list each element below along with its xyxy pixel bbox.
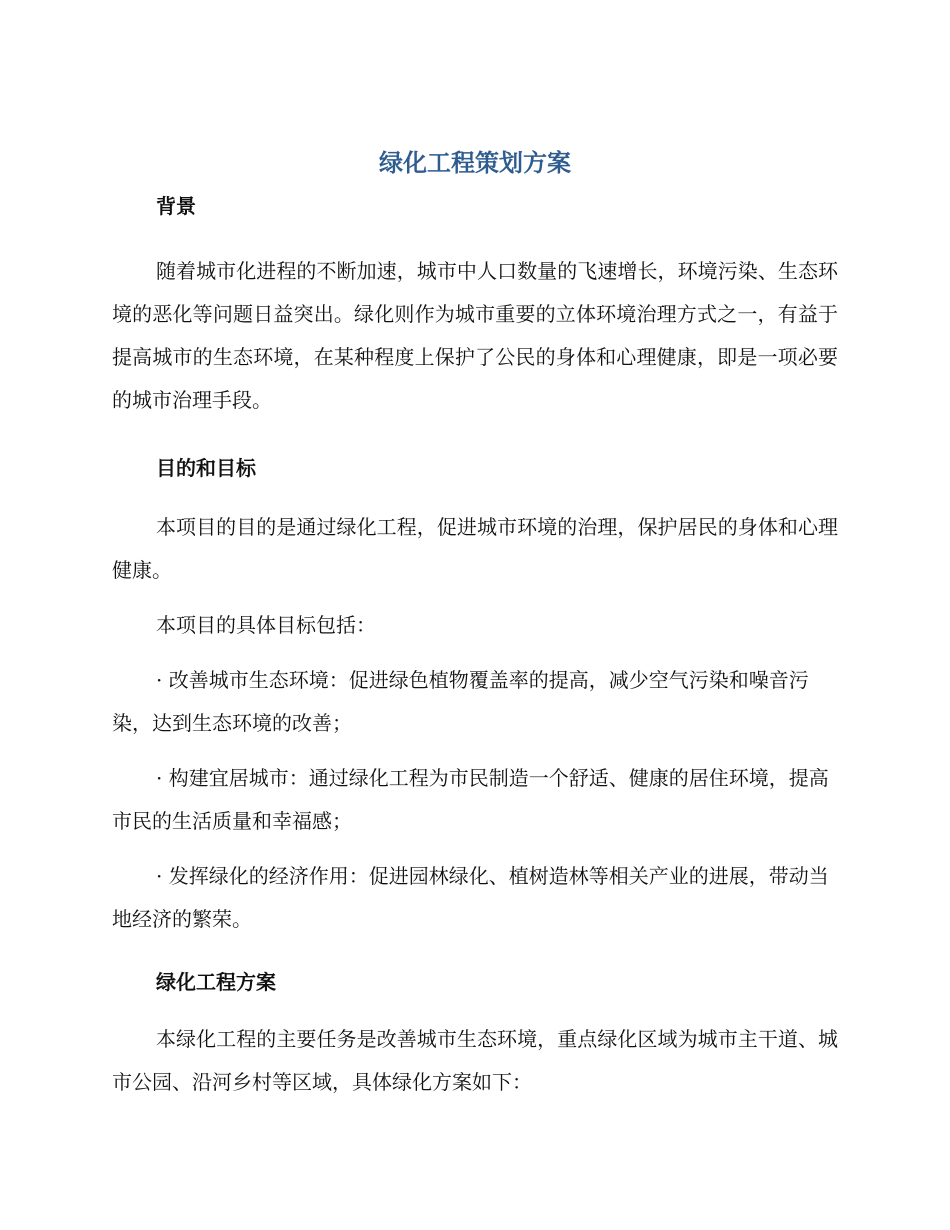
- goal-bullet-item: · 改善城市生态环境：促进绿色植物覆盖率的提高，减少空气污染和噪音污染，达到生态环境的改善；: [112, 668, 809, 735]
- goal-bullet-item: · 构建宜居城市：通过绿化工程为市民制造一个舒适、健康的居住环境，提高市民的生活质量和幸福感；: [112, 766, 829, 833]
- document-body: [112, 190, 838, 1104]
- section-heading-plan: 绿化工程方案: [156, 970, 276, 994]
- goals-purpose-paragraph: 本项目的目的是通过绿化工程，促进城市环境的治理，保护居民的身体和心理健康。: [112, 515, 838, 582]
- section-heading-goals: 目的和目标: [156, 456, 256, 480]
- plan-paragraph: 本绿化工程的主要任务是改善城市生态环境，重点绿化区域为城市主干道、城市公园、沿河乡村等区域，具体绿化方案如下：: [112, 1027, 838, 1094]
- section-heading-background: 背景: [156, 194, 196, 218]
- goal-bullet-item: · 发挥绿化的经济作用：促进园林绿化、植树造林等相关产业的进展，带动当地经济的繁荣。: [112, 864, 829, 931]
- background-paragraph: 随着城市化进程的不断加速，城市中人口数量的飞速增长，环境污染、生态环境的恶化等问题日益突出。绿化则作为城市重要的立体环境治理方式之一，有益于提高城市的生态环境，在某种程度上保护了公民的身体和心理健康，即是一项必要的城市治理手段。: [112, 259, 838, 412]
- goals-intro-paragraph: 本项目的具体目标包括：: [156, 613, 376, 637]
- document-title: 绿化工程策划方案: [379, 149, 571, 177]
